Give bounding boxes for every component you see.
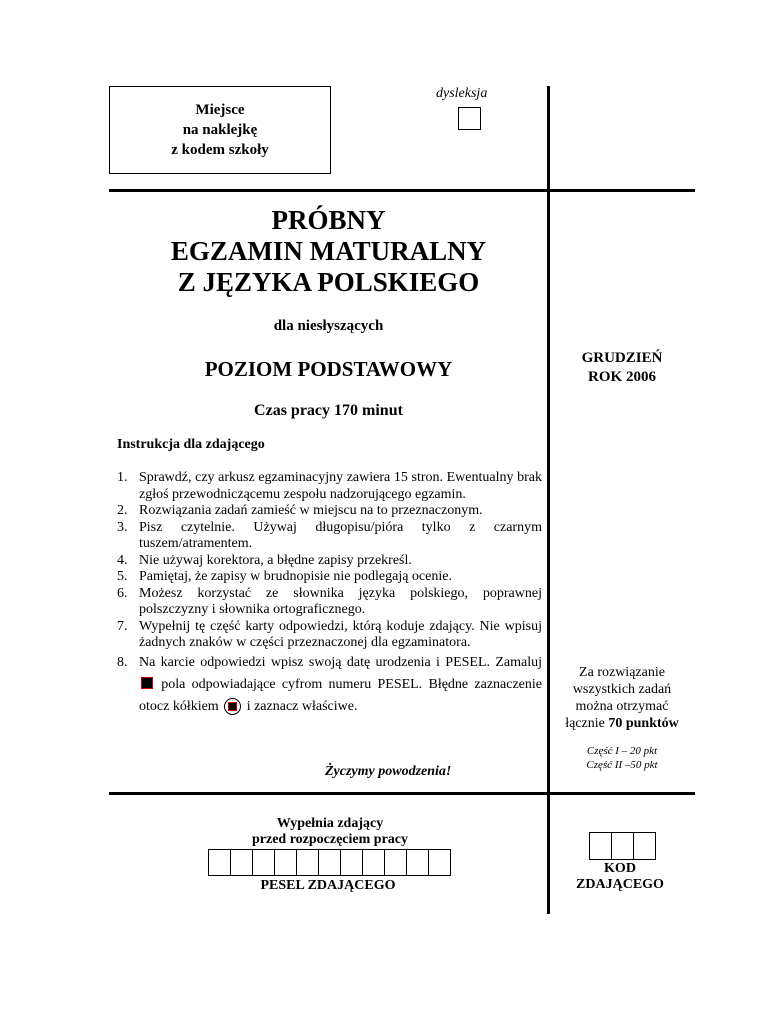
instruction-text: Wypełnij tę część karty odpowiedzi, którą koduje zdający. Nie wpisuj żadnych znaków w części przeznaczonej dla egzaminatora.: [139, 618, 542, 650]
points-line-3: można otrzymać: [575, 699, 669, 714]
top-divider: [109, 189, 695, 192]
title-line-2: EGZAMIN MATURALNY: [170, 236, 487, 266]
instruction-number: 8.: [117, 654, 128, 670]
pesel-digit-cell[interactable]: [296, 849, 319, 876]
points-line-2: wszystkich zadań: [572, 682, 672, 697]
instruction-8-part-1: Na karcie odpowiedzi wpisz swoją datę urodzenia i PESEL. Zamaluj: [139, 654, 542, 670]
pesel-digit-cell[interactable]: [362, 849, 385, 876]
instruction-item: [117, 652, 542, 718]
part-1-points: Część I – 20 pkt: [586, 745, 658, 757]
instruction-text: [139, 652, 542, 718]
vertical-divider: [547, 86, 550, 914]
sticker-line-3: z kodem szkoły: [171, 142, 269, 158]
instruction-text: Sprawdź, czy arkusz egzaminacyjny zawiera 15 stron. Ewentualny brak zgłoś przewodniczącemu zespołu nadzorującego egzamin.: [139, 470, 542, 502]
pesel-digit-cell[interactable]: [384, 849, 407, 876]
instruction-item: [117, 470, 542, 503]
instruction-text: Rozwiązania zadań zamieść w miejscu na to przeznaczonym.: [139, 503, 483, 518]
kod-line-1: KOD: [604, 861, 636, 876]
points-prefix: łącznie: [565, 716, 609, 731]
instruction-item: [117, 520, 542, 553]
part-2-points: Część II –50 pkt: [586, 759, 658, 771]
instruction-item: [117, 569, 542, 586]
pesel-label: PESEL ZDAJĄCEGO: [260, 878, 396, 893]
exam-month: GRUDZIEŃ: [581, 350, 663, 366]
instruction-number: 2.: [117, 503, 128, 518]
sticker-line-1: Miejsce: [195, 102, 245, 118]
instruction-item: [117, 586, 542, 619]
good-luck-text: Życzymy powodzenia!: [325, 764, 452, 779]
dyslexia-label: dysleksja: [436, 86, 488, 101]
instruction-text: Nie używaj korektora, a błędne zapisy przekreśl.: [139, 552, 412, 568]
pesel-digit-cell[interactable]: [340, 849, 363, 876]
pesel-digit-cell[interactable]: [318, 849, 341, 876]
student-code-input-grid[interactable]: [589, 832, 655, 860]
pesel-digit-cell[interactable]: [274, 849, 297, 876]
exam-title: [110, 205, 547, 298]
points-info: [552, 664, 692, 732]
exam-date: [552, 349, 692, 387]
instruction-number: 4.: [117, 552, 128, 568]
instruction-text: Możesz korzystać ze słownika języka polskiego, poprawnej polszczyzny i słownika ortograficznego.: [139, 585, 542, 617]
exam-year: ROK 2006: [588, 369, 656, 385]
circled-square-icon: [224, 698, 241, 715]
instruction-number: 6.: [117, 585, 128, 601]
pesel-digit-cell[interactable]: [252, 849, 275, 876]
instruction-number: 5.: [117, 569, 128, 584]
student-code-cell[interactable]: [611, 832, 634, 860]
student-code-cell[interactable]: [633, 832, 656, 860]
bottom-divider: [109, 792, 695, 795]
instruction-number: 1.: [117, 470, 128, 485]
instruction-text: Pamiętaj, że zapisy w brudnopisie nie podlegają ocenie.: [139, 569, 452, 584]
title-line-1: PRÓBNY: [271, 205, 386, 235]
points-breakdown: [552, 744, 692, 772]
instruction-item: [117, 619, 542, 652]
fill-note-line-2: przed rozpoczęciem pracy: [251, 832, 408, 847]
instruction-item: [117, 503, 542, 520]
instruction-number: 7.: [117, 618, 128, 634]
exam-time: Czas pracy 170 minut: [254, 402, 403, 419]
instruction-8-part-2: pola odpowiadające cyfrom numeru PESEL. Błędne zaznaczenie otocz kółkiem: [139, 676, 542, 714]
pesel-input-grid[interactable]: [208, 849, 450, 876]
points-line-4: [552, 715, 692, 732]
student-code-label: [560, 861, 680, 893]
instructions-list: [117, 470, 542, 718]
instruction-item: [117, 553, 542, 570]
kod-line-2: ZDAJĄCEGO: [576, 877, 664, 892]
fill-note-line-1: Wypełnia zdający: [276, 816, 384, 831]
filled-square-icon: [141, 677, 153, 689]
exam-subtitle: dla niesłyszących: [273, 318, 384, 334]
fill-in-note: [180, 816, 480, 848]
pesel-digit-cell[interactable]: [230, 849, 253, 876]
title-line-3: Z JĘZYKA POLSKIEGO: [177, 267, 480, 297]
pesel-digit-cell[interactable]: [428, 849, 451, 876]
pesel-digit-cell[interactable]: [208, 849, 231, 876]
instruction-8-part-3: i zaznacz właściwe.: [246, 698, 358, 714]
instruction-number: 3.: [117, 519, 128, 535]
pesel-digit-cell[interactable]: [406, 849, 429, 876]
points-total: 70 punktów: [608, 716, 679, 731]
student-code-cell[interactable]: [589, 832, 612, 860]
school-code-sticker-box: [109, 86, 331, 174]
instruction-text: Pisz czytelnie. Używaj długopisu/pióra tylko z czarnym tuszem/atramentem.: [139, 519, 542, 551]
sticker-line-2: na naklejkę: [182, 122, 258, 138]
exam-level: POZIOM PODSTAWOWY: [204, 357, 453, 381]
points-line-1: Za rozwiązanie: [579, 665, 665, 680]
dyslexia-checkbox[interactable]: [458, 107, 481, 130]
instructions-heading: Instrukcja dla zdającego: [117, 437, 265, 452]
